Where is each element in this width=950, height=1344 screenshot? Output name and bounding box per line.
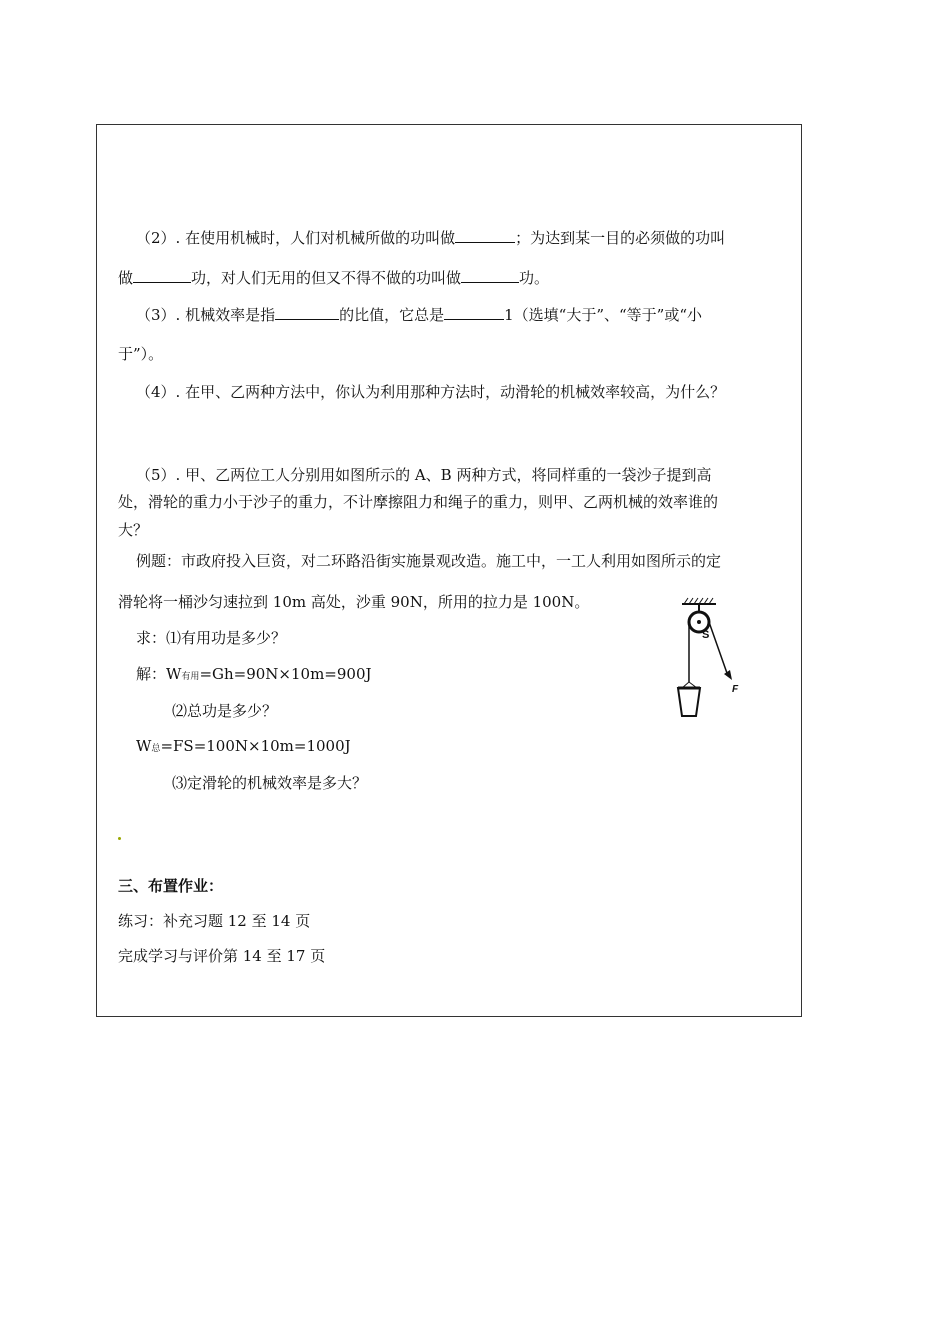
question-4: （4）. 在甲、乙两种方法中，你认为利用那种方法时，动滑轮的机械效率较高，为什么？ xyxy=(136,383,726,401)
example-line-2: 滑轮将一桶沙匀速拉到 10m 高处，沙重 90N，所用的拉力是 100N。 xyxy=(118,593,590,611)
question-2-line-1: （2）. 在使用机械时，人们对机械所做的功叫做 ；为达到某一目的必须做的功叫 xyxy=(136,229,726,247)
example-solution-1: 解：W有用=Gh=90N×10m=900J xyxy=(136,665,372,683)
stray-mark xyxy=(118,837,121,840)
question-3-line-1: （3）. 机械效率是指 的比值，它总是 1（选填“大于”、“等于”或“小 xyxy=(136,306,702,324)
answer-blank[interactable] xyxy=(275,305,339,320)
answer-blank[interactable] xyxy=(133,268,191,283)
question-5-line-2: 处，滑轮的重力小于沙子的重力，不计摩擦阻力和绳子的重力，则甲、乙两机械的效率谁的 xyxy=(118,493,719,511)
question-2-line-2: 做 功，对人们无用的但又不得不做的功叫做 功。 xyxy=(118,269,550,287)
homework-item-1: 练习：补充习题 12 至 14 页 xyxy=(118,912,311,930)
question-3-line-2: 于”）。 xyxy=(118,345,164,363)
figure-label-s: S xyxy=(702,629,710,641)
answer-blank[interactable] xyxy=(461,268,519,283)
homework-heading: 三、布置作业： xyxy=(118,877,224,895)
answer-blank[interactable] xyxy=(455,228,515,243)
example-line-1: 例题：市政府投入巨资，对二环路沿街实施景观改造。施工中，一工人利用如图所示的定 xyxy=(136,552,722,570)
example-solution-2: W总=FS=100N×10m=1000J xyxy=(136,737,351,755)
example-ask-1: 求：⑴有用功是多少？ xyxy=(136,629,287,647)
example-ask-2: ⑵总功是多少？ xyxy=(172,702,278,720)
figure-label-f: F xyxy=(732,684,739,695)
question-5-line-1: （5）. 甲、乙两位工人分别用如图所示的 A、B 两种方式，将同样重的一袋沙子提到高 xyxy=(136,466,712,484)
fixed-pulley-figure xyxy=(664,596,754,724)
question-5-line-3: 大？ xyxy=(118,521,149,539)
example-ask-3: ⑶定滑轮的机械效率是多大？ xyxy=(172,774,368,792)
answer-blank[interactable] xyxy=(444,305,504,320)
homework-item-2: 完成学习与评价第 14 至 17 页 xyxy=(118,947,326,965)
